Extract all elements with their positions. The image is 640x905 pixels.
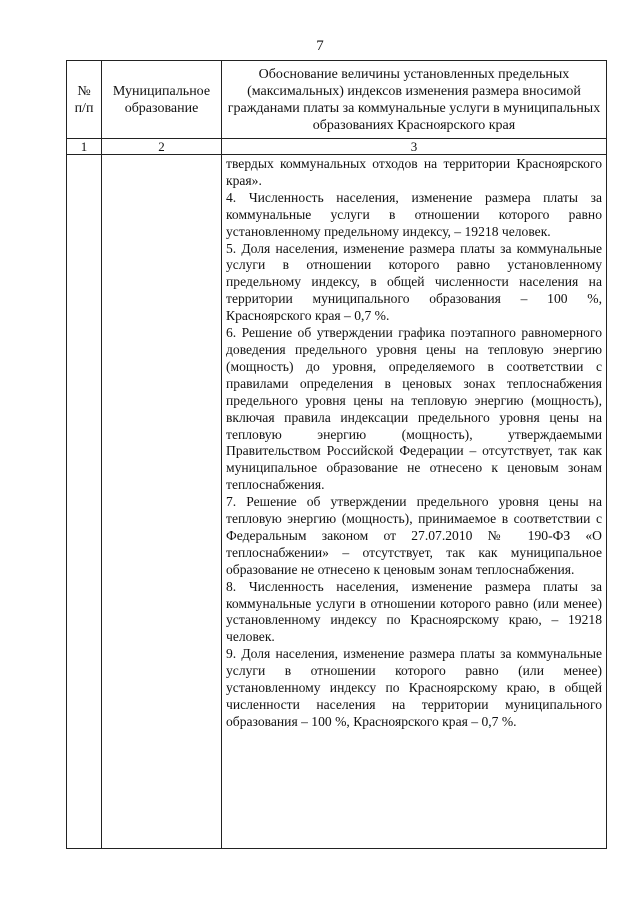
table-row [67,155,607,849]
row-number-cell [67,155,102,849]
justification-text [222,155,606,731]
paragraph: 5. Доля населения, изменение размера платы за коммунальные услуги в отношении которого равно установленному предельному индексу, в общей численности населения на территории муниципального образования – 100 %, Красноярского края – 0,7 %. [226,240,602,324]
paragraph: 6. Решение об утверждении графика поэтапного равномерного доведения предельного уровня цены на тепловую энергию (мощность) до уровня, определяемого в соответствии с правилами определения в ценовых зонах теплоснабжения предельного уровня цены на тепловую энергию (мощность), включая правила индексации предельного уровня цены на тепловую энергию (мощность), утверждаемыми Правительством Российской Федерации – отсутствует, так как муниципальное образование не отнесено к ценовым зонам теплоснабжения. [226,325,602,493]
column-number-row [67,139,607,155]
column-number: 3 [222,139,607,155]
table-header-row [67,61,607,139]
header-municipality [102,61,222,139]
paragraph: 9. Доля населения, изменение размера платы за коммунальные услуги в отношении которого равно (или менее) установленному индексу по Красноярскому краю, в общей численности населения на территории муниципального образования – 100 %, Красноярского края – 0,7 %. [226,646,602,729]
column-number: 2 [102,139,222,155]
header-number-label: № п/п [74,83,94,116]
row-municipality-cell [102,155,222,849]
header-justification [222,61,607,139]
header-justification-label: Обоснование величины установленных предельных (максимальных) индексов изменения размера вносимой гражданами платы за коммунальные услуги в муниципальных образованиях Красноярского края [227,66,601,133]
column-number: 1 [67,139,102,155]
paragraph: 8. Численность населения, изменение размера платы за коммунальные услуги в отношении которого равно (или менее) установленному индексу по Красноярскому краю, – 19218 человек. [226,578,602,645]
paragraph: твердых коммунальных отходов на территории Красноярского края». [226,156,602,188]
page-number: 7 [316,38,324,54]
paragraph: 4. Численность населения, изменение размера платы за коммунальные услуги в отношении которого равно установленному предельному индексу, – 19218 человек. [226,189,602,239]
paragraph: 7. Решение об утверждении предельного уровня цены на тепловую энергию (мощность), принимаемое в соответствии с Федеральным законом от 27.07.2010 № 190-ФЗ «О теплоснабжении» – отсутствует, так как муниципальное образование не отнесено к ценовым зонам теплоснабжения. [226,494,602,577]
header-number [67,61,102,139]
justification-table [66,60,607,849]
row-justification-cell [222,155,607,849]
header-municipality-label: Муниципальное образование [112,83,211,116]
